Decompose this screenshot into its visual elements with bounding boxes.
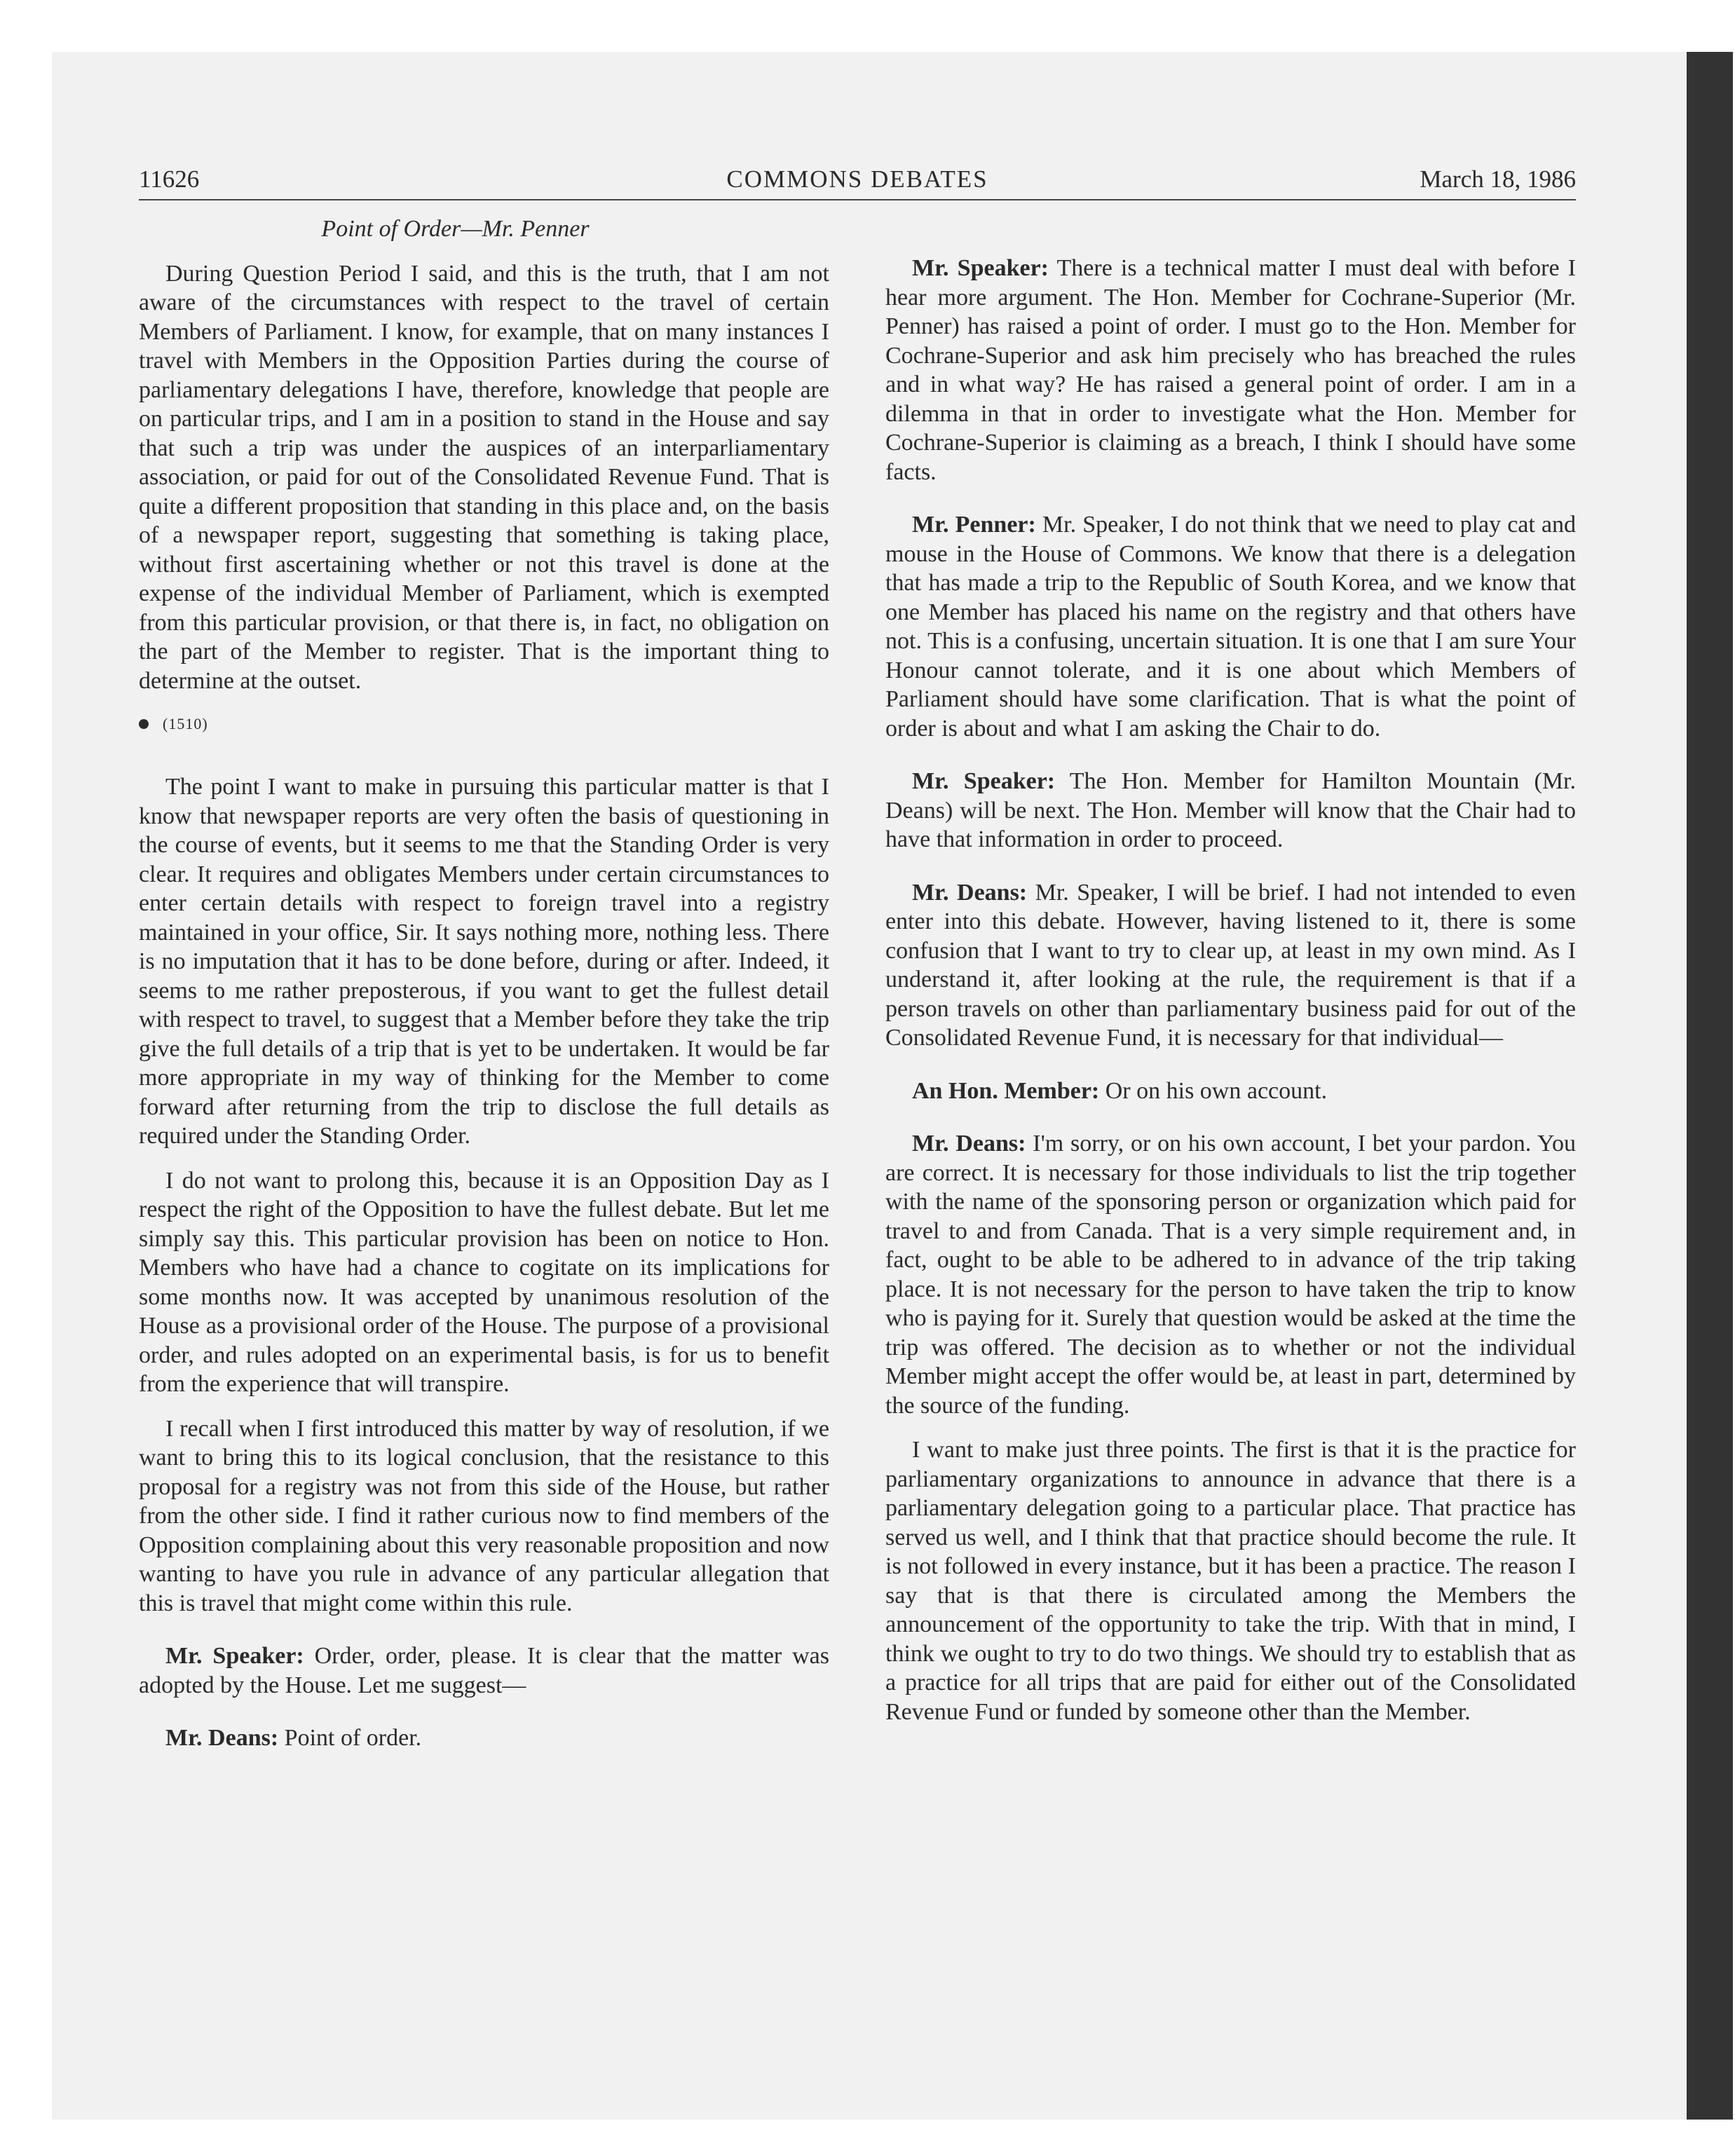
speaker-name: Mr. Speaker:	[912, 768, 1056, 794]
speaker-name: Mr. Deans:	[165, 1725, 279, 1751]
header-rule	[139, 199, 1576, 200]
paragraph: I do not want to prolong this, because it is an Opposition Day as I respect the right of the Opposition to have the fullest debate. But let me simply say this. This particular provision has been on notice to Hon. Members who have had a chance to cogitate on its implications for some months now. It was accepted by unanimous resolution of the House as a provisional order of the House. The purpose of a provisional order, and rules adopted on an experimental basis, is for us to benefit from the experience that will transpire.	[139, 1167, 829, 1397]
speech-text: I'm sorry, or on his own account, I bet your pardon. You are correct. It is necessary for those individuals to list the trip together with the name of the sponsoring person or organization which paid for travel to and from Canada. That is a very simple requirement and, in fact, ought to be able to be adhered to in advance of the trip taking place. It is not necessary for the person to have taken the trip to know who is paying for it. Surely that question would be asked at the time the trip was offered. The decision as to whether or not the individual Member might accept the offer would be, at least in part, determined by the source of the funding.	[885, 1131, 1576, 1419]
speaker-name: An Hon. Member:	[912, 1077, 1100, 1104]
publication-date: March 18, 1986	[1420, 165, 1576, 193]
speaker-name: Mr. Speaker:	[165, 1643, 304, 1669]
speech-paragraph	[885, 1129, 1576, 1420]
document-page	[139, 165, 1576, 2016]
time-marker-label: (1510)	[163, 715, 208, 732]
speech-text: Mr. Speaker, I do not think that we need to play cat and mouse in the House of Commons. We know that there is a delegation that has made a trip to the Republic of South Korea, and we know that one Member has placed his name on the registry and that others have not. This is a confusing, uncertain situation. It is one that I am sure Your Honour cannot tolerate, and it is one about which Members of Parliament should have some clarification. That is what the point of order is about and what I am asking the Chair to do.	[885, 512, 1576, 742]
bullet-icon	[139, 719, 149, 729]
speaker-name: Mr. Penner:	[912, 512, 1036, 538]
speech-paragraph	[139, 1642, 829, 1700]
speech-paragraph	[885, 878, 1576, 1053]
running-header	[139, 165, 1576, 200]
paragraph: The point I want to make in pursuing this particular matter is that I know that newspaper reports are very often the basis of questioning in the course of events, but it seems to me that the Standing Order is very clear. It requires and obligates Members under certain circumstances to enter certain details with respect to foreign travel into a registry maintained in your office, Sir. It says nothing more, nothing less. There is no imputation that it has to be done before, during or after. Indeed, it seems to me rather preposterous, if you want to get the fullest detail with respect to travel, to suggest that a Member before they take the trip give the full details of a trip that is yet to be undertaken. It would be far more appropriate in my way of thinking for the Member to come forward after returning from the trip to disclose the full details as required under the Standing Order.	[139, 774, 829, 1149]
section-title: Point of Order—Mr. Penner	[321, 216, 590, 242]
speech-text: Order, order, please. It is clear that the matter was adopted by the House. Let me suggest—	[139, 1643, 829, 1698]
paragraph: I want to make just three points. The first is that it is the practice for parliamentary organizations to announce in advance that there is a parliamentary delegation going to a particular place. That practice has served us well, and I think that that practice should become the rule. It is not followed in every instance, but it has been a practice. The reason I say that is that there is circulated among the Members the announcement of the opportunity to take the trip. With that in mind, I think we ought to try to do two things. We should try to establish that as a practice for all trips that are paid for either out of the Consolidated Revenue Fund or funded by someone other than the Member.	[885, 1437, 1576, 1725]
paragraph: I recall when I first introduced this matter by way of resolution, if we want to bring this to its logical conclusion, that the resistance to this proposal for a registry was not from this side of the House, but rather from the other side. I find it rather curious now to find members of the Opposition complaining about this very reasonable proposition and now wanting to have you rule in advance of any particular allegation that this is travel that might come within this rule.	[139, 1415, 829, 1616]
speaker-name: Mr. Speaker:	[912, 255, 1049, 281]
speech-text: Mr. Speaker, I will be brief. I had not intended to even enter into this debate. However, having listened to it, there is some confusion that I want to try to clear up, at least in my own mind. As I understand it, after looking at the rule, the requirement is that if a person travels on other than parliamentary business paid for out of the Consolidated Revenue Fund, it is necessary for that individual—	[885, 879, 1577, 1051]
page-number: 11626	[139, 165, 200, 193]
speech-text: The Hon. Member for Hamilton Mountain (Mr. Deans) will be next. The Hon. Member will know that the Chair had to have that information in order to proceed.	[885, 768, 1576, 852]
journal-title: COMMONS DEBATES	[726, 165, 988, 193]
speech-paragraph	[885, 254, 1576, 486]
speech-text: Point of order.	[278, 1725, 422, 1751]
paragraph: During Question Period I said, and this is the truth, that I am not aware of the circumstances with respect to the travel of certain Members of Parliament. I know, for example, that on many instances I travel with Members in the Opposition Parties during the course of parliamentary delegations I have, therefore, knowledge that people are on particular trips, and I am in a position to stand in the House and say that such a trip was under the auspices of an interparliamentary association, or paid for out of the Consolidated Revenue Fund. That is quite a different proposition that standing in this place and, on the basis of a newspaper report, suggesting that something is taking place, without first ascertaining whether or not this travel is done at the expense of the individual Member of Parliament, which is exempted from this particular provision, or that there is, in fact, no obligation on the part of the Member to register. That is the important thing to determine at the outset.	[139, 260, 829, 694]
speech-paragraph	[139, 1724, 829, 1753]
speech-paragraph	[885, 767, 1576, 854]
time-marker	[139, 714, 829, 735]
speech-text: There is a technical matter I must deal with before I hear more argument. The Hon. Member for Cochrane-Superior (Mr. Penner) has raised a point of order. I must go to the Hon. Member for Cochrane-Superior and ask him precisely who has breached the rules and in what way? He has raised a general point of order. I am in a dilemma in that in order to investigate what the Hon. Member for Cochrane-Superior is claiming as a breach, I think I should have some facts.	[885, 255, 1577, 485]
left-column	[139, 214, 829, 1768]
speaker-name: Mr. Deans:	[912, 1131, 1026, 1157]
right-column	[885, 254, 1576, 1742]
speech-paragraph	[885, 1077, 1576, 1106]
speaker-name: Mr. Deans:	[912, 879, 1028, 906]
speech-paragraph	[885, 510, 1576, 743]
scan-edge-shadow	[1687, 52, 1733, 2120]
speech-text: Or on his own account.	[1099, 1077, 1328, 1104]
